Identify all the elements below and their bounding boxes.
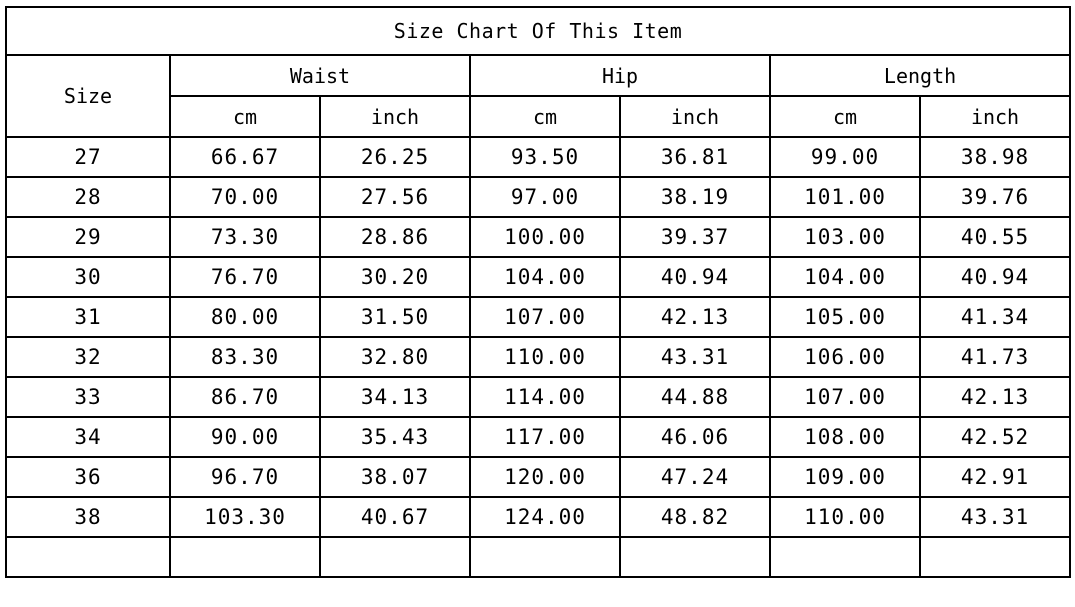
waist-cm-cell: 90.00	[170, 417, 320, 457]
waist-inch-cell: 40.67	[320, 497, 470, 537]
hip-cm-header: cm	[470, 96, 620, 137]
waist-cm-cell: 96.70	[170, 457, 320, 497]
table-row	[6, 217, 1070, 257]
hip-cm-cell: 117.00	[470, 417, 620, 457]
waist-inch-cell: 38.07	[320, 457, 470, 497]
hip-cm-cell: 93.50	[470, 137, 620, 177]
empty-table-row	[6, 537, 1070, 577]
length-inch-cell: 43.31	[920, 497, 1070, 537]
hip-group-header: Hip	[470, 55, 770, 96]
length-cm-cell: 105.00	[770, 297, 920, 337]
table-row	[6, 177, 1070, 217]
length-cm-header: cm	[770, 96, 920, 137]
size-cell: 31	[6, 297, 170, 337]
size-cell: 38	[6, 497, 170, 537]
table-row	[6, 457, 1070, 497]
waist-cm-cell: 83.30	[170, 337, 320, 377]
length-cm-cell: 109.00	[770, 457, 920, 497]
length-inch-cell: 42.91	[920, 457, 1070, 497]
length-cm-cell: 108.00	[770, 417, 920, 457]
group-header-row	[6, 55, 1070, 96]
table-row	[6, 377, 1070, 417]
waist-cm-cell: 80.00	[170, 297, 320, 337]
hip-inch-cell: 39.37	[620, 217, 770, 257]
waist-cm-cell: 66.67	[170, 137, 320, 177]
table-row	[6, 297, 1070, 337]
hip-cm-cell: 114.00	[470, 377, 620, 417]
table-title: Size Chart Of This Item	[6, 7, 1070, 55]
hip-cm-cell: 124.00	[470, 497, 620, 537]
empty-cell	[6, 537, 170, 577]
hip-inch-cell: 47.24	[620, 457, 770, 497]
size-cell: 32	[6, 337, 170, 377]
waist-cm-cell: 86.70	[170, 377, 320, 417]
size-cell: 33	[6, 377, 170, 417]
empty-cell	[770, 537, 920, 577]
length-cm-cell: 110.00	[770, 497, 920, 537]
empty-cell	[470, 537, 620, 577]
waist-cm-cell: 76.70	[170, 257, 320, 297]
hip-inch-cell: 40.94	[620, 257, 770, 297]
empty-cell	[320, 537, 470, 577]
size-cell: 34	[6, 417, 170, 457]
hip-cm-cell: 100.00	[470, 217, 620, 257]
table-row	[6, 137, 1070, 177]
size-cell: 30	[6, 257, 170, 297]
hip-cm-cell: 97.00	[470, 177, 620, 217]
length-inch-cell: 41.73	[920, 337, 1070, 377]
empty-cell	[170, 537, 320, 577]
waist-inch-cell: 27.56	[320, 177, 470, 217]
waist-inch-cell: 32.80	[320, 337, 470, 377]
length-inch-header: inch	[920, 96, 1070, 137]
hip-inch-cell: 46.06	[620, 417, 770, 457]
hip-inch-cell: 38.19	[620, 177, 770, 217]
length-inch-cell: 39.76	[920, 177, 1070, 217]
hip-cm-cell: 104.00	[470, 257, 620, 297]
table-row	[6, 337, 1070, 377]
waist-cm-header: cm	[170, 96, 320, 137]
length-inch-cell: 41.34	[920, 297, 1070, 337]
length-cm-cell: 101.00	[770, 177, 920, 217]
hip-cm-cell: 120.00	[470, 457, 620, 497]
length-inch-cell: 40.55	[920, 217, 1070, 257]
table-row	[6, 497, 1070, 537]
table-row	[6, 417, 1070, 457]
title-row	[6, 7, 1070, 55]
hip-cm-cell: 107.00	[470, 297, 620, 337]
length-group-header: Length	[770, 55, 1070, 96]
waist-cm-cell: 70.00	[170, 177, 320, 217]
size-chart-table	[5, 6, 1071, 578]
size-cell: 36	[6, 457, 170, 497]
size-cell: 27	[6, 137, 170, 177]
hip-inch-cell: 36.81	[620, 137, 770, 177]
length-inch-cell: 40.94	[920, 257, 1070, 297]
length-cm-cell: 107.00	[770, 377, 920, 417]
waist-inch-cell: 34.13	[320, 377, 470, 417]
length-inch-cell: 42.52	[920, 417, 1070, 457]
hip-inch-cell: 44.88	[620, 377, 770, 417]
waist-inch-cell: 35.43	[320, 417, 470, 457]
size-column-header: Size	[6, 55, 170, 137]
size-cell: 28	[6, 177, 170, 217]
waist-inch-cell: 30.20	[320, 257, 470, 297]
waist-inch-header: inch	[320, 96, 470, 137]
hip-inch-header: inch	[620, 96, 770, 137]
length-inch-cell: 38.98	[920, 137, 1070, 177]
length-cm-cell: 104.00	[770, 257, 920, 297]
hip-cm-cell: 110.00	[470, 337, 620, 377]
waist-inch-cell: 31.50	[320, 297, 470, 337]
table-row	[6, 257, 1070, 297]
hip-inch-cell: 42.13	[620, 297, 770, 337]
length-inch-cell: 42.13	[920, 377, 1070, 417]
waist-inch-cell: 28.86	[320, 217, 470, 257]
waist-cm-cell: 103.30	[170, 497, 320, 537]
size-cell: 29	[6, 217, 170, 257]
empty-cell	[620, 537, 770, 577]
length-cm-cell: 99.00	[770, 137, 920, 177]
length-cm-cell: 106.00	[770, 337, 920, 377]
empty-cell	[920, 537, 1070, 577]
waist-group-header: Waist	[170, 55, 470, 96]
waist-inch-cell: 26.25	[320, 137, 470, 177]
hip-inch-cell: 48.82	[620, 497, 770, 537]
hip-inch-cell: 43.31	[620, 337, 770, 377]
length-cm-cell: 103.00	[770, 217, 920, 257]
waist-cm-cell: 73.30	[170, 217, 320, 257]
